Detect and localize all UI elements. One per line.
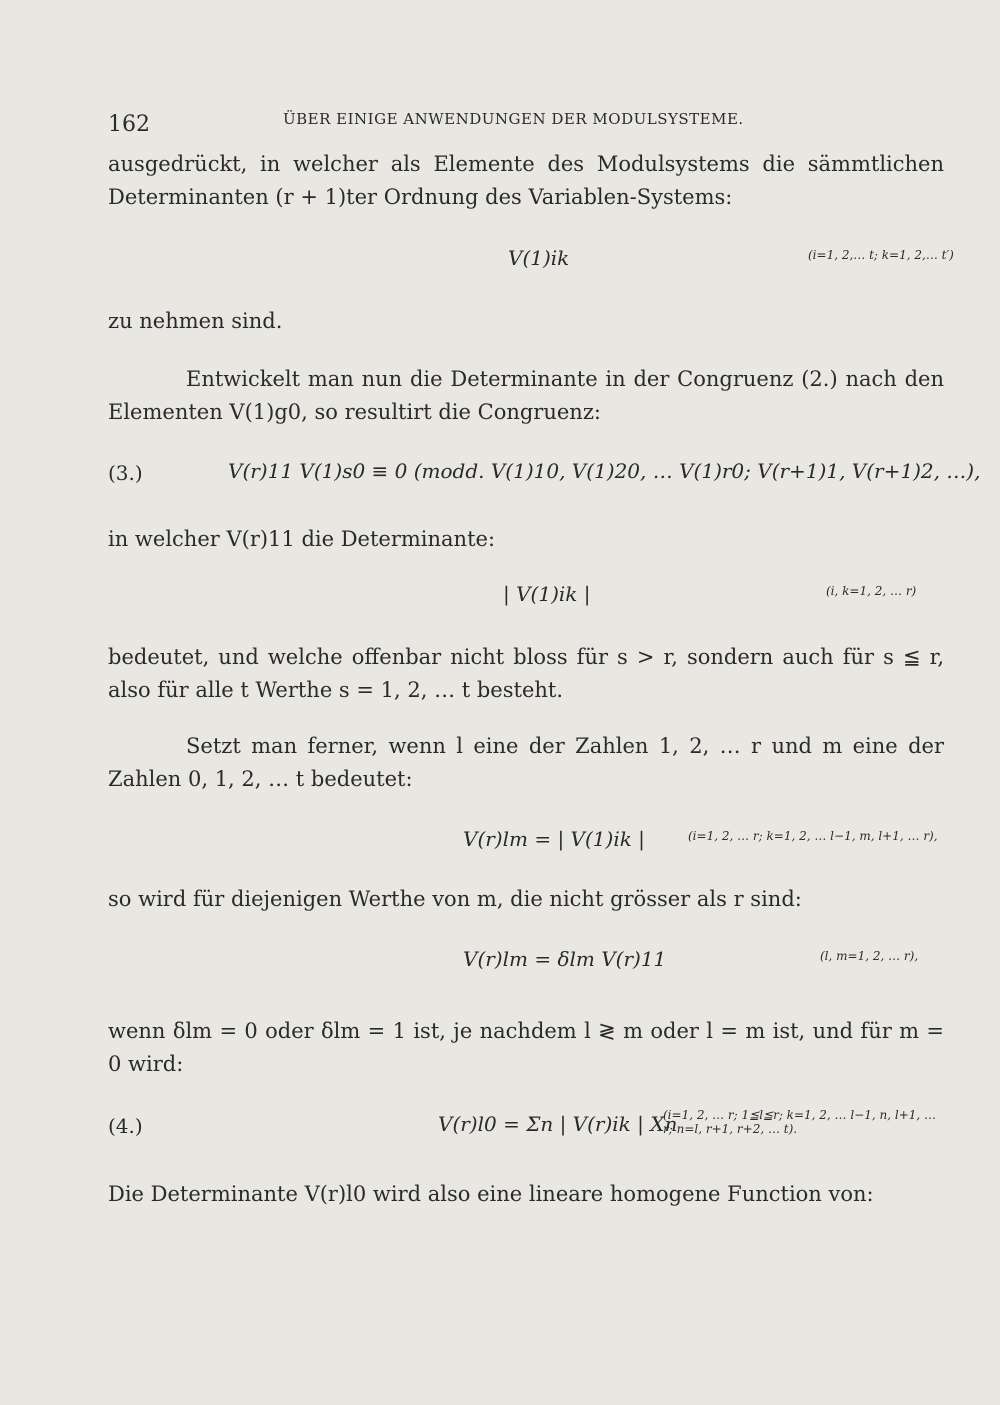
paragraph-3: Entwickelt man nun die Determinante in der Congruenz (2.) nach den Elementen V(1)g0, so resultirt die Congruenz: [108, 367, 944, 424]
paragraph-5: bedeutet, und welche offenbar nicht bloss für s > r, sondern auch für s ≦ r, also für alle t Werthe s = 1, 2, … t besteht. [108, 645, 944, 702]
paragraph-9: Die Determinante V(r)l0 wird also eine lineare homogene Function von: [108, 1182, 874, 1206]
equation-b-formula: | V(1)ik | [503, 582, 591, 606]
equation-c-range: (i=1, 2, … r; k=1, 2, … l−1, m, l+1, … r), [688, 829, 938, 843]
paragraph-7: so wird für diejenigen Werthe von m, die nicht grösser als r sind: [108, 887, 802, 911]
equation-b-range: (i, k=1, 2, … r) [826, 584, 917, 598]
equation-a-range: (i=1, 2,… t; k=1, 2,… t′) [808, 248, 954, 262]
equation-3-formula: V(r)11 V(1)s0 ≡ 0 (modd. V(1)10, V(1)20, … V(1)r0; V(r+1)1, V(r+1)2, …), [228, 459, 981, 483]
equation-4 [108, 1108, 944, 1148]
page-number: 162 [108, 112, 150, 137]
paragraph-8: wenn δlm = 0 oder δlm = 1 ist, je nachdem l ≷ m oder l = m ist, und für m = 0 wird: [108, 1019, 944, 1076]
equation-d-range: (l, m=1, 2, … r), [820, 949, 919, 963]
equation-4-number: (4.) [108, 1114, 143, 1138]
page-header [108, 108, 940, 142]
equation-3-number: (3.) [108, 461, 143, 485]
equation-b [108, 578, 944, 618]
paragraph-1: ausgedrückt, in welcher als Elemente des Modulsystems die sämmtlichen Determinanten (r + 1)ter Ordnung des Variablen-Systems: [108, 152, 944, 209]
running-title: ÜBER EINIGE ANWENDUNGEN DER MODULSYSTEME. [283, 110, 744, 128]
equation-d [108, 943, 944, 983]
equation-4-formula: V(r)l0 = Σn | V(r)ik | Xn [438, 1112, 678, 1136]
equation-a-formula: V(1)ik [508, 246, 570, 270]
paragraph-4: in welcher V(r)11 die Determinante: [108, 527, 496, 551]
equation-3 [108, 455, 981, 495]
paragraph-2: zu nehmen sind. [108, 309, 283, 333]
equation-a [108, 242, 954, 282]
equation-c [108, 823, 944, 863]
paragraph-6: Setzt man ferner, wenn l eine der Zahlen 1, 2, … r und m eine der Zahlen 0, 1, 2, … t bedeutet: [108, 734, 944, 791]
equation-4-range: (i=1, 2, … r; 1≦l≦r; k=1, 2, … l−1, n, l+1, … r; n=l, r+1, r+2, … t). [663, 1108, 937, 1136]
equation-d-formula: V(r)lm = δlm V(r)11 [463, 947, 667, 971]
equation-c-formula: V(r)lm = | V(1)ik | [463, 827, 645, 851]
